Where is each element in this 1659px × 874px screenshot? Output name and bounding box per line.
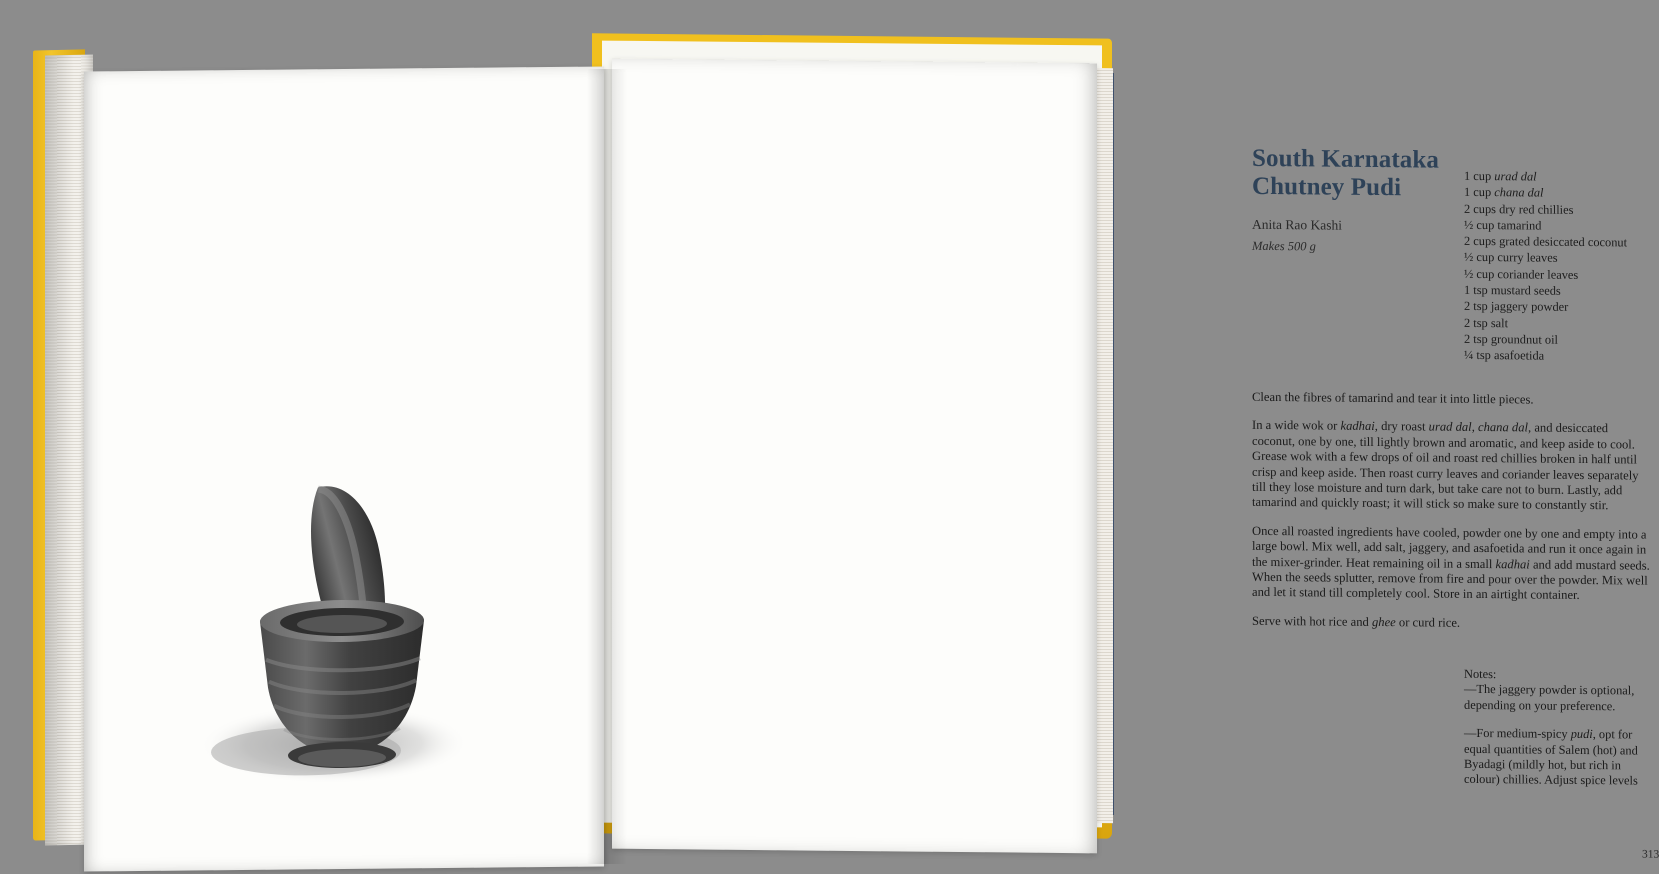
ingredient-item: ½ cup tamarind [1464,217,1542,233]
recipe-yield: Makes 500 g [1252,238,1316,254]
note-item: —For medium-spicy pudi, opt for equal quantities of Salem (hot) and Byadagi (mildly hot, but rich in colour) chillies. Adjust spice levels [1464,726,1638,788]
page-left [84,67,604,872]
mortar-and-pestle-icon [194,467,514,800]
ingredient-item: 1 tsp mustard seeds [1464,282,1561,298]
ingredient-item: 2 cups dry red chillies [1464,201,1574,217]
ingredient-item: 2 tsp jaggery powder [1464,299,1569,315]
ingredients-list [1464,168,1659,365]
ingredient-item: ½ cup curry leaves [1464,250,1558,266]
ingredient-item: ¼ tsp asafoetida [1464,348,1545,363]
note-item: —The jaggery powder is optional, depending on your preference. [1464,682,1635,714]
book-body [27,33,1659,861]
page-right [612,59,1659,861]
method-paragraph: In a wide wok or kadhai, dry roast urad dal, chana dal, and desiccated coconut, one by one, till lightly brown and aromatic, and keep aside to cool. Grease wok with a few drops of oil and roast red chillies broken in half until crisp and keep aside. Then roast curry leaves and coriander leaves separately till they lose moisture and turn dark, but take care not to burn. Lastly, add tamarind and quickly roast; it will stick so make sure to constantly stir. [1252,418,1639,513]
page-number: 313 [1642,848,1659,861]
method-paragraph: Once all roasted ingredients have cooled, powder one by one and empty into a large bowl. Mix well, add salt, jaggery, and asafoetida and run it once again in the mixer-grinder. Heat remaining oil in a small kadhai and add mustard seeds. When the seeds splutter, remove from fire and pour over the powder. Mix well and let it stand till completely cool. Store in an airtight container. [1252,523,1650,603]
method-paragraph: Serve with hot rice and ghee or curd rice. [1252,613,1461,630]
ingredient-item: 1 cup chana dal [1464,185,1544,200]
recipe-content [1252,144,1659,861]
recipe-notes [1464,667,1650,803]
page-show-through [264,283,424,375]
ingredient-item: 2 tsp salt [1464,315,1509,330]
ingredient-item: ½ cup coriander leaves [1464,266,1579,282]
notes-heading: Notes: [1464,666,1497,682]
recipe-author: Anita Rao Kashi [1252,216,1342,233]
illustration-mortar-and-pestle [194,467,514,800]
ingredient-item: 1 cup urad dal [1464,168,1537,184]
ingredient-item: 2 tsp groundnut oil [1464,331,1558,347]
recipe-title: South Karnataka Chutney Pudi [1252,144,1439,202]
ingredient-item: 2 cups grated desiccated coconut [1464,234,1628,250]
method-paragraph: Clean the fibres of tamarind and tear it into little pieces. [1252,389,1534,407]
method-steps [1252,390,1650,646]
